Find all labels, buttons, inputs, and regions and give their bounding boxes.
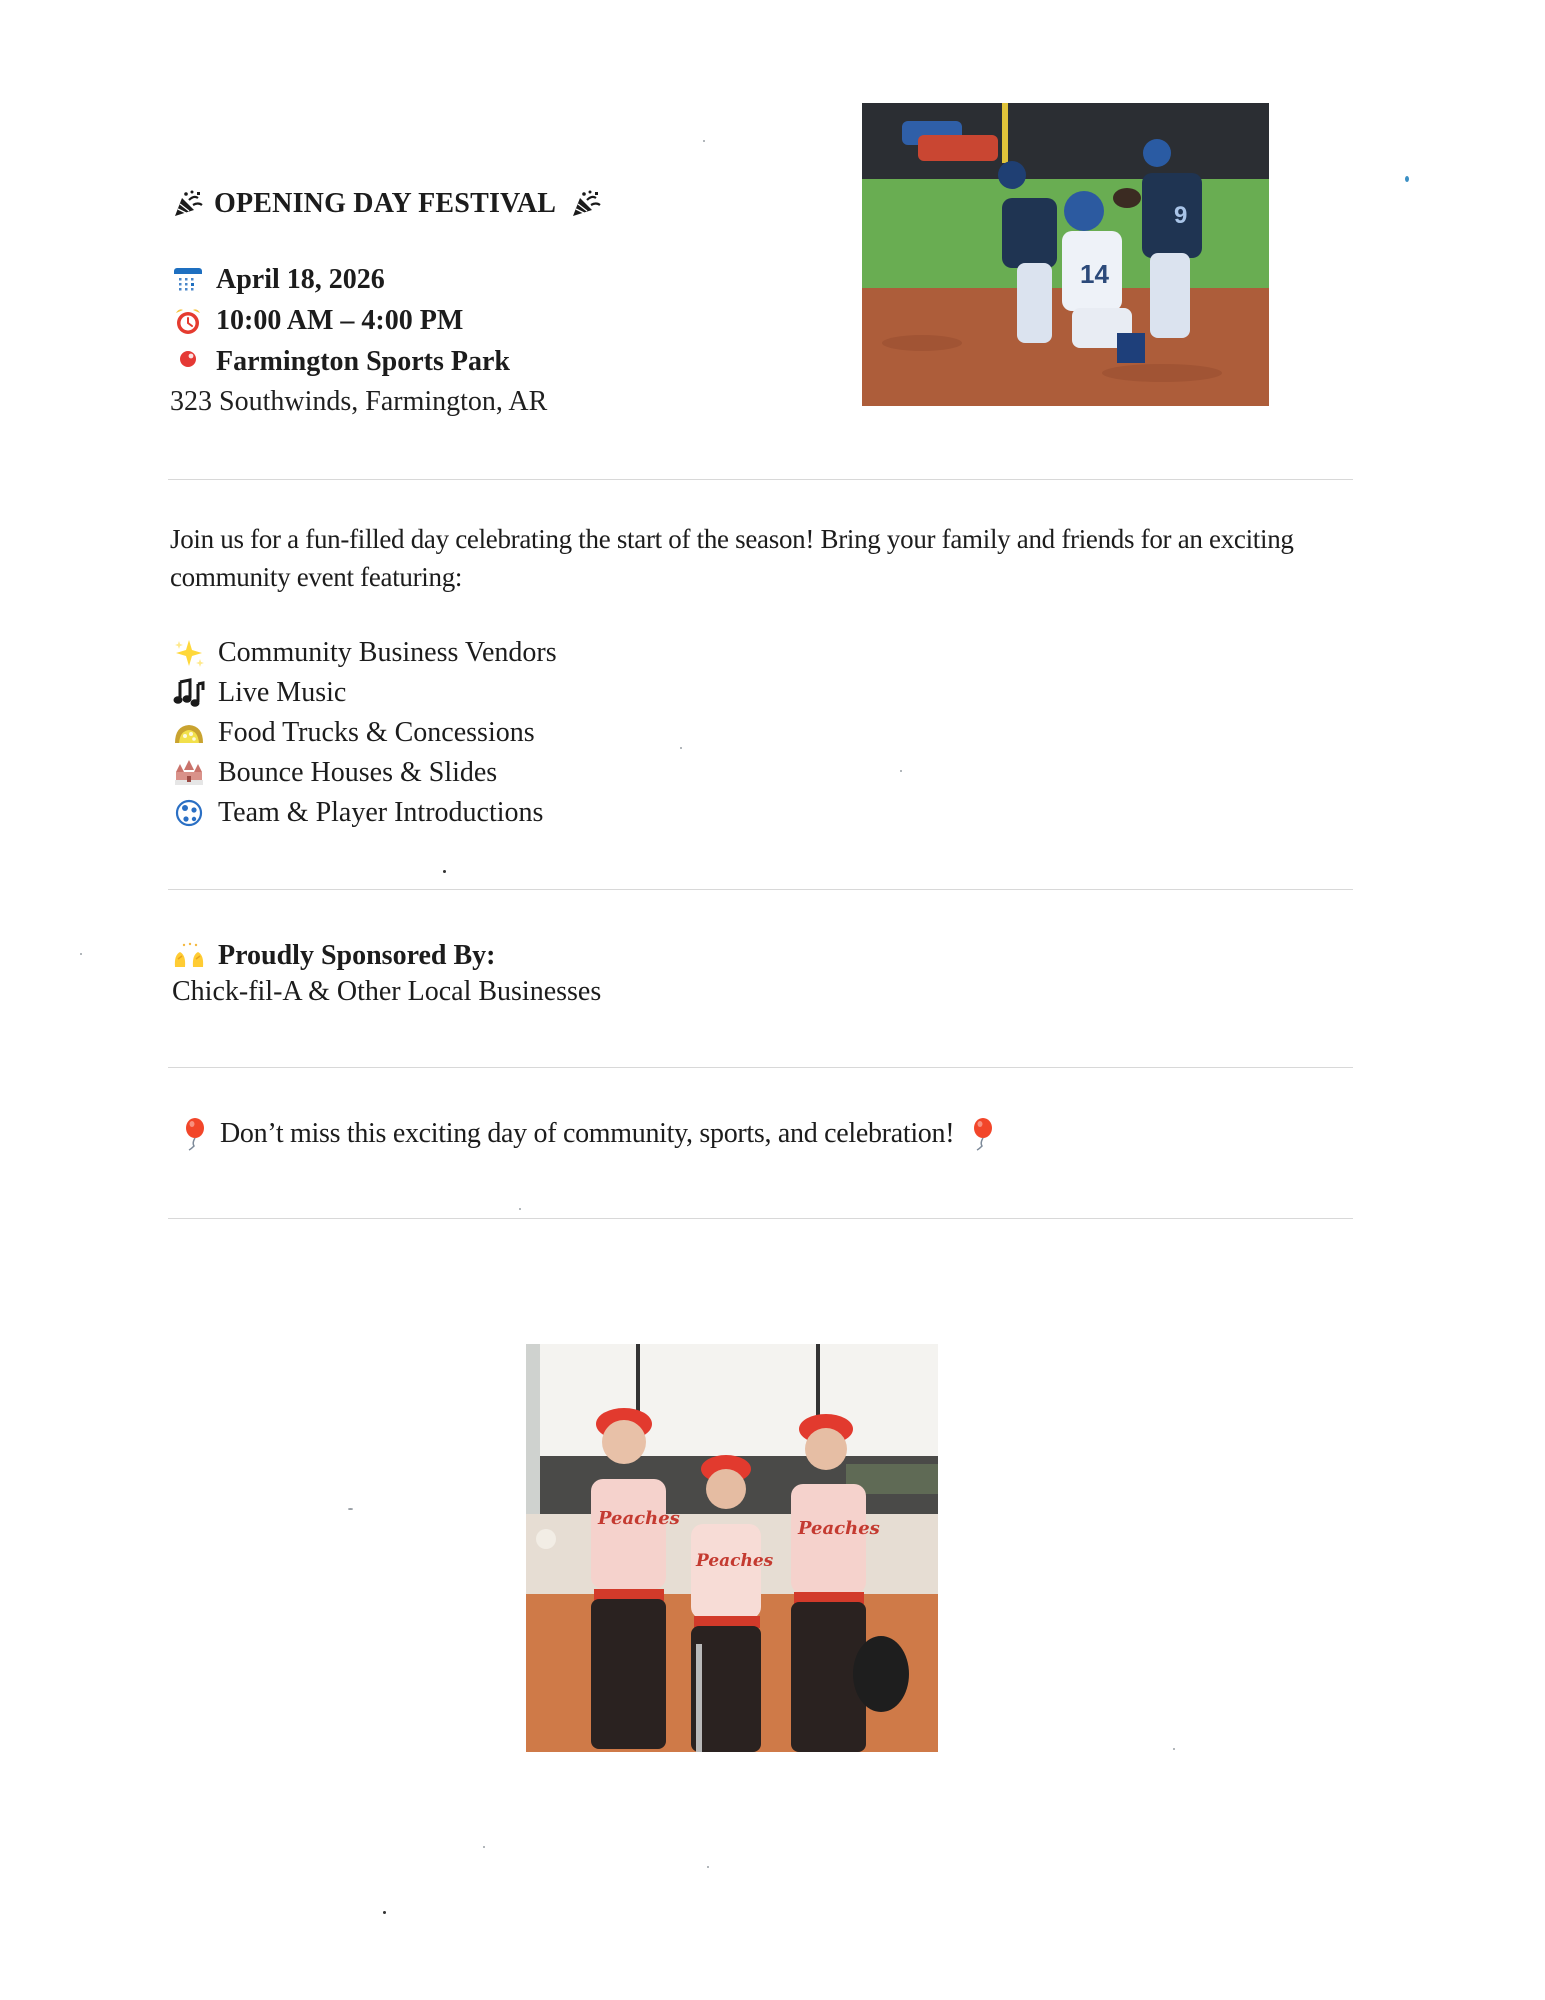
event-date-text: April 18, 2026 [216, 264, 385, 295]
section-divider [168, 1067, 1353, 1068]
feature-label: Food Trucks & Concessions [218, 717, 535, 748]
raising-hands-icon [172, 941, 208, 971]
event-date [172, 264, 385, 296]
scan-speck [1173, 1748, 1175, 1750]
section-divider [168, 1218, 1353, 1219]
softball-team-photo [526, 1344, 938, 1752]
svg-text:Peaches: Peaches [696, 1551, 774, 1571]
scan-speck [443, 870, 446, 873]
svg-text:Peaches: Peaches [598, 1508, 680, 1529]
baseball-action-illustration [862, 103, 1269, 406]
event-venue [172, 346, 510, 378]
alarm-clock-icon [172, 306, 204, 336]
list-item [172, 793, 557, 833]
svg-text:14: 14 [1080, 259, 1109, 289]
calendar-icon [172, 265, 204, 295]
balloon-icon [968, 1116, 996, 1152]
scan-speck [348, 1508, 353, 1510]
scan-speck [900, 770, 902, 772]
scan-speck [680, 747, 682, 749]
balloon-icon [180, 1116, 208, 1152]
scan-speck [383, 1911, 386, 1914]
castle-icon [172, 758, 206, 788]
soccer-ball-icon [172, 798, 206, 828]
feature-label: Community Business Vendors [218, 637, 557, 668]
sponsor-heading [172, 940, 495, 972]
list-item [172, 633, 557, 673]
closing-text: Don’t miss this exciting day of community, sports, and celebration! [220, 1118, 955, 1149]
closing-message [180, 1116, 996, 1152]
event-time [172, 305, 463, 337]
feature-label: Live Music [218, 677, 347, 708]
sponsor-list: Chick-fil-A & Other Local Businesses [172, 976, 602, 1007]
event-venue-text: Farmington Sports Park [216, 346, 510, 377]
title-text: OPENING DAY FESTIVAL [214, 188, 557, 219]
taco-icon [172, 718, 206, 748]
feature-list [172, 633, 557, 833]
feature-label: Bounce Houses & Slides [218, 757, 498, 788]
scan-speck [1405, 176, 1409, 182]
baseball-action-photo [862, 103, 1269, 406]
svg-text:Peaches: Peaches [798, 1518, 880, 1539]
scan-speck [707, 1866, 709, 1868]
party-popper-icon [172, 189, 204, 219]
section-divider [168, 889, 1353, 890]
section-divider [168, 479, 1353, 480]
svg-text:9: 9 [1174, 202, 1188, 229]
list-item [172, 753, 557, 793]
round-pushpin-icon [172, 347, 204, 377]
event-time-text: 10:00 AM – 4:00 PM [216, 305, 464, 336]
musical-notes-icon [172, 678, 206, 708]
event-address: 323 Southwinds, Farmington, AR [170, 386, 548, 417]
scan-speck [703, 140, 705, 142]
list-item [172, 713, 557, 753]
feature-label: Team & Player Introductions [218, 797, 544, 828]
scan-speck [80, 953, 82, 955]
party-popper-icon [570, 189, 602, 219]
softball-team-illustration [526, 1344, 938, 1752]
scan-speck [483, 1846, 485, 1848]
sparkles-icon [172, 638, 206, 668]
festival-title [172, 188, 602, 220]
intro-paragraph: Join us for a fun-filled day celebrating the start of the season! Bring your family and friends for an exciting community event featuring: [170, 524, 1294, 592]
sponsor-heading-text: Proudly Sponsored By: [218, 940, 496, 971]
list-item [172, 673, 557, 713]
scan-speck [519, 1208, 521, 1210]
